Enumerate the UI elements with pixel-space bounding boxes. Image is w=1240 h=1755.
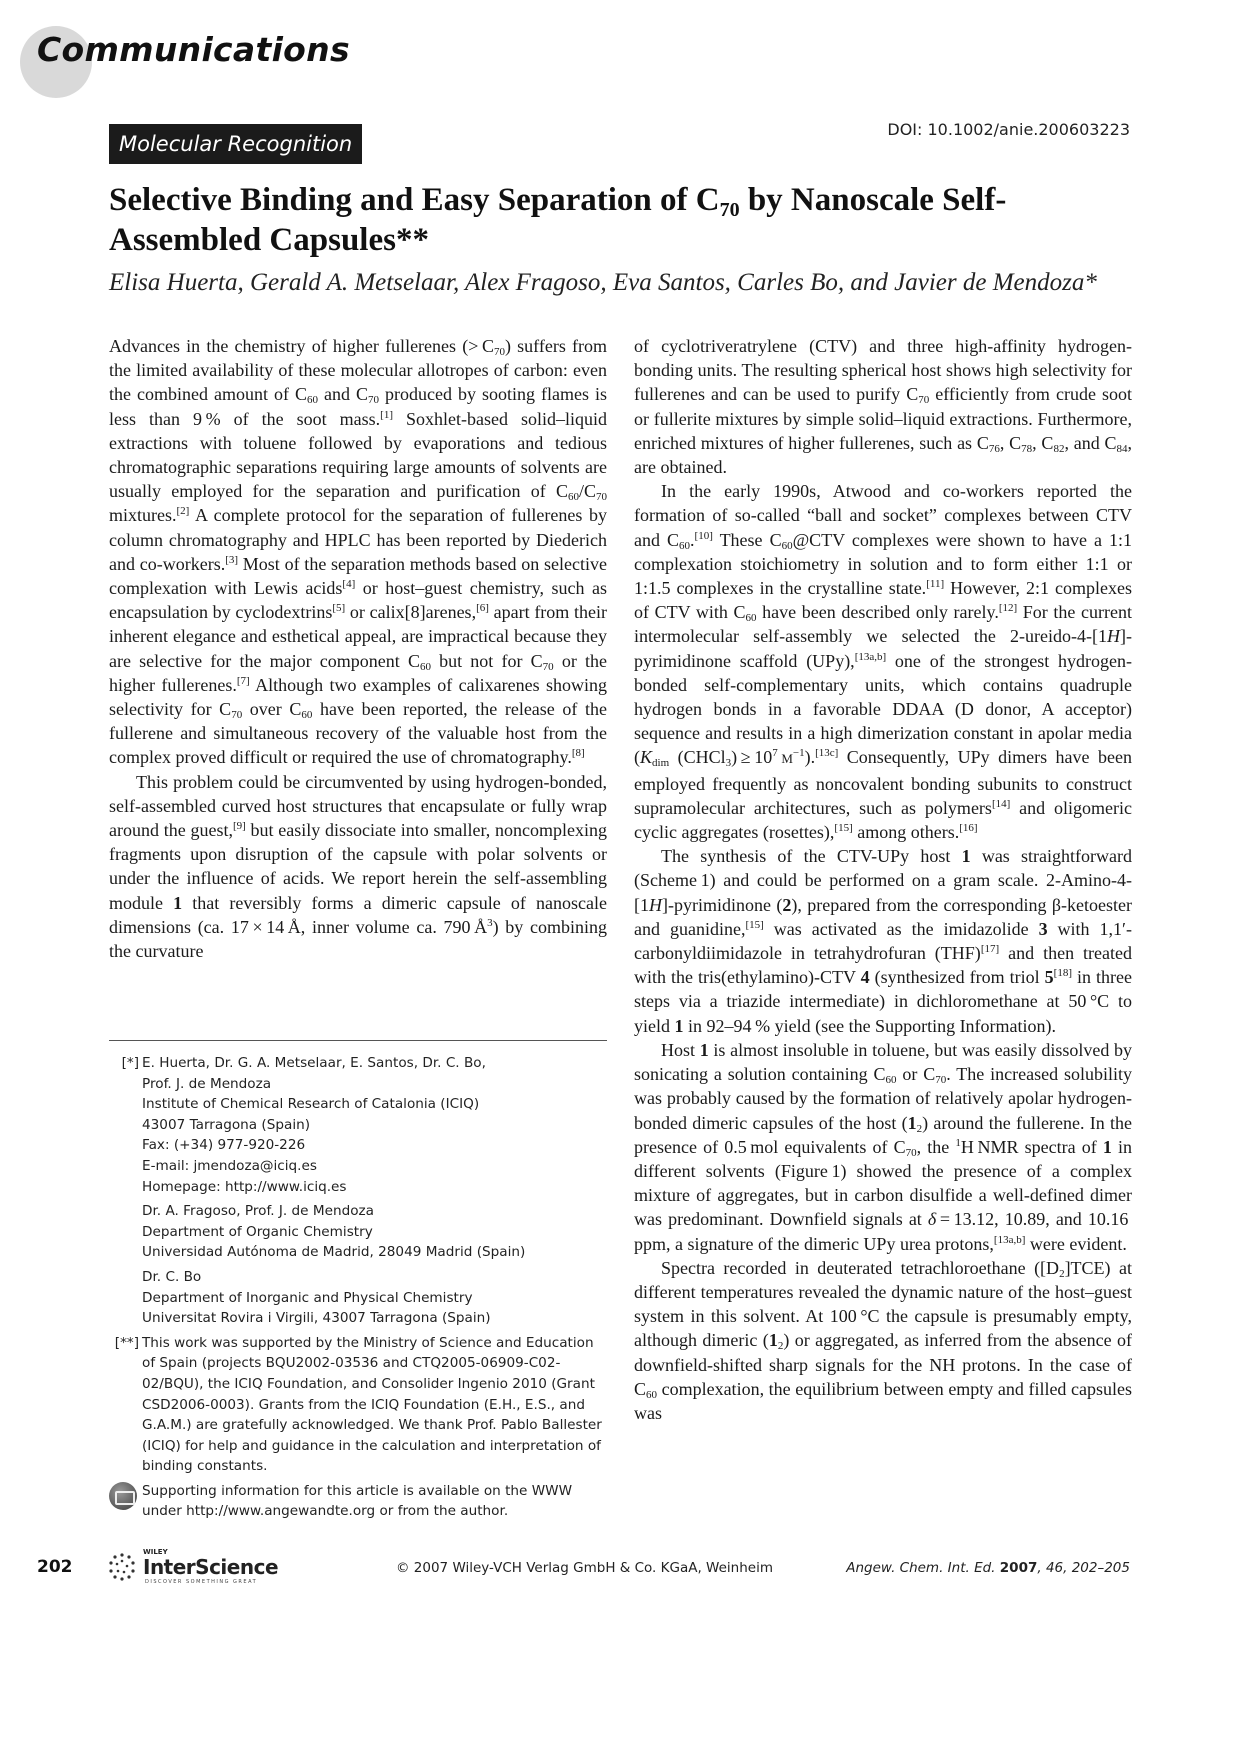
email-link[interactable]: E-mail: jmendoza@iciq.es — [142, 1157, 317, 1174]
body-paragraph: Host 1 is almost insoluble in toluene, but was easily dissolved by sonicating a solution containing $C_{60}$ or $C_{70}$. The increased solubility was probably caused by the formation of relatively apolar hydrogen-bonded dimeric capsules of the host $(1_2)$ around the fullerene. In the presence of 0.5 mol equivalents of $C_{70}$, the $^1$H NMR spectra of 1 in different solvents (Figure 1) showed the presence of a complex mixture of aggregates, but in carbon disulfide a well-defined dimer was predominant. Downfield signals at δ = 13.12, 10.89, and 10.16 ppm, a signature of the dimeric UPy urea protons,[13a,b] were evident. — [634, 1039, 1133, 1254]
supporting-info-icon — [109, 1482, 137, 1510]
homepage-link[interactable]: Homepage: http://www.iciq.es — [142, 1178, 347, 1195]
journal-citation: Angew. Chem. Int. Ed. 2007, 46, 202–205 — [846, 1560, 1130, 1576]
author-list: Elisa Huerta, Gerald A. Metselaar, Alex Fragoso, Eva Santos, Carles Bo, and Javier de Mendoza* — [109, 269, 1097, 296]
section-heading: Communications — [37, 30, 350, 69]
body-paragraph: Advances in the chemistry of higher fullerenes (> $C_{70}$) suffers from the limited availability of these molecular allotropes of carbon: even the combined amount of $C_{60}$ and $C_{70}$ produced by sooting flames is less than 9 % of the soot mass.[1] Soxhlet-based solid–liquid extractions with toluene followed by evaporations and tedious chromatographic separations requiring large amounts of solvents are usually employed for the separation and purification of $C_{60}/C_{70}$ mixtures.[2] A complete protocol for the separation of fullerenes by column chromatography and HPLC has been reported by Diederich and co-workers.[3] Most of the separation methods based on selective complexation with Lewis acids[4] or host–guest chemistry, such as encapsulation by cyclodextrins[5] or calix[8]arenes,[6] apart from their inherent elegance and esthetical appeal, are impractical because they are selective for the major component $C_{60}$ but not for $C_{70}$ or the higher fullerenes.[7] Although two examples of calixarenes showing selectivity for $C_{70}$ over $C_{60}$ have been reported, the release of the fullerene and simultaneous recovery of the valuable host from the complex proved difficult or required the use of chromatography.[8] — [109, 336, 608, 768]
body-column-right — [634, 334, 1132, 1425]
interscience-swirl-icon — [107, 1552, 137, 1582]
body-paragraph: In the early 1990s, Atwood and co-workers reported the formation of so-called “ball and socket” complexes between CTV and $C_{60}.[10]$ These $C_{60}@CTV$ complexes were shown to have a 1:1 complexation stoichiometry in solution and to form either 1:1 or 1:1.5 complexes in the crystalline state.[11] However, 2:1 complexes of CTV with $C_{60}$ have been described only rarely.[12] For the current intermolecular self-assembly we selected the 2-ureido-4-[1H]-pyrimidinone scaffold (UPy),[13a,b] one of the strongest hydrogen-bonded self-complementary units, which contains quadruple hydrogen bonds in a favorable DDAA (D donor, A acceptor) sequence and results in a high dimerization constant in apolar media ($K_{dim}$ (CHCl$_3$) ≥ $10^7$ $M^{-1}).[13c]$ Consequently, UPy dimers have been employed frequently as noncovalent bonding subunits to construct supramolecular architectures, such as polymers[14] and oligomeric cyclic aggregates (rosettes),[15] among others.[16] — [634, 481, 1133, 843]
footnotes — [109, 1053, 607, 1522]
copyright-notice: © 2007 Wiley-VCH Verlag GmbH & Co. KGaA, Weinheim — [396, 1560, 773, 1576]
wiley-interscience-logo: WILEY InterScience DISCOVER SOMETHING GREAT — [107, 1548, 282, 1590]
page-number: 202 — [37, 1557, 73, 1577]
doi-label[interactable]: DOI: 10.1002/anie.200603223 — [887, 120, 1130, 139]
body-paragraph: Spectra recorded in deuterated tetrachloroethane $([D_2]TCE)$ at different temperatures revealed the dynamic nature of the host–guest system in this solvent. At 100 °C the capsule is presumably empty, although dimeric $(1_2)$ or aggregated, as inferred from the absence of downfield-shifted sharp signals for the NH protons. In the case of $C_{60}$ complexation, the equilibrium between empty and filled capsules was — [634, 1257, 1132, 1423]
article-title: Selective Binding and Easy Separation of $C_{70}$ by Nanoscale Self-Assembled Capsules** — [109, 182, 1007, 258]
supporting-info-note: Supporting information for this article is available on the WWW under http://www.angewandte.org or from the author. — [109, 1481, 607, 1522]
body-column-left — [109, 334, 607, 963]
footnote-separator — [109, 1040, 607, 1041]
body-paragraph: The synthesis of the CTV-UPy host 1 was straightforward (Scheme 1) and could be performed on a gram scale. 2-Amino-4-[1H]-pyrimidinone (2), prepared from the corresponding β-ketoester and guanidine,[15] was activated as the imidazolide 3 with 1,1′-carbonyldiimidazole in tetrahydrofuran (THF)[17] and then treated with the tris(ethylamino)-CTV 4 (synthesized from triol 5[18] in three steps via a triazide intermediate) in dichloromethane at 50 °C to yield 1 in 92–94 % yield (see the Supporting Information). — [634, 846, 1132, 1036]
acknowledgment-footnote: [**] This work was supported by the Ministry of Science and Education of Spain (projects BQU2002-03536 and CTQ2005-06909-C02-02/BQU), the ICIQ Foundation, and Consolider Ingenio 2010 (Grant CSD2006-0003). Grants from the ICIQ Foundation (E.H., E.S., and G.A.M.) are gratefully acknowledged. We thank Prof. Pablo Ballester (ICIQ) for help and guidance in the calculation and interpretation of binding constants. — [114, 1334, 602, 1475]
body-paragraph: of cyclotriveratrylene (CTV) and three high-affinity hydrogen-bonding units. The resulting spherical host shows high selectivity for fullerenes and can be used to purify $C_{70}$ efficiently from crude soot or fullerite mixtures by simple solid–liquid extractions. Furthermore, enriched mixtures of higher fullerenes, such as $C_{76}$, $C_{78}$, $C_{82}$, and $C_{84}$, are obtained. — [634, 336, 1133, 478]
body-paragraph: This problem could be circumvented by using hydrogen-bonded, self-assembled curved host structures that encapsulate or fully wrap around the guest,[9] but easily dissociate into smaller, noncomplexing fragments upon disruption of the capsule with polar solvents or under the influence of acids. We report herein the self-assembling module 1 that reversibly forms a dimeric capsule of nanoscale dimensions (ca. 17 × 14 Å, inner volume ca. 790 $Å^3$) by combining the curvature — [109, 771, 607, 962]
affiliation-footnote: [*] E. Huerta, Dr. G. A. Metselaar, E. Santos, Dr. C. Bo, Prof. J. de Mendoza Institute of Chemical Research of Catalonia (ICIQ) 43007 Tarragona (Spain) Fax: (+34) 977-920-226 E-mail: jmendoza@iciq.es Homepage: http://www.iciq.es Dr. A. Fragoso, Prof. J. de Mendoza Department of Organic Chemistry Universidad Autónoma de Madrid, 28049 Madrid (Spain) Dr. C. Bo Department of Inorganic and Physical Chemistry Universitat Rovira i Virgili, 43007 Tarragona (Spain) — [109, 1053, 607, 1329]
topic-badge: Molecular Recognition — [109, 124, 362, 164]
